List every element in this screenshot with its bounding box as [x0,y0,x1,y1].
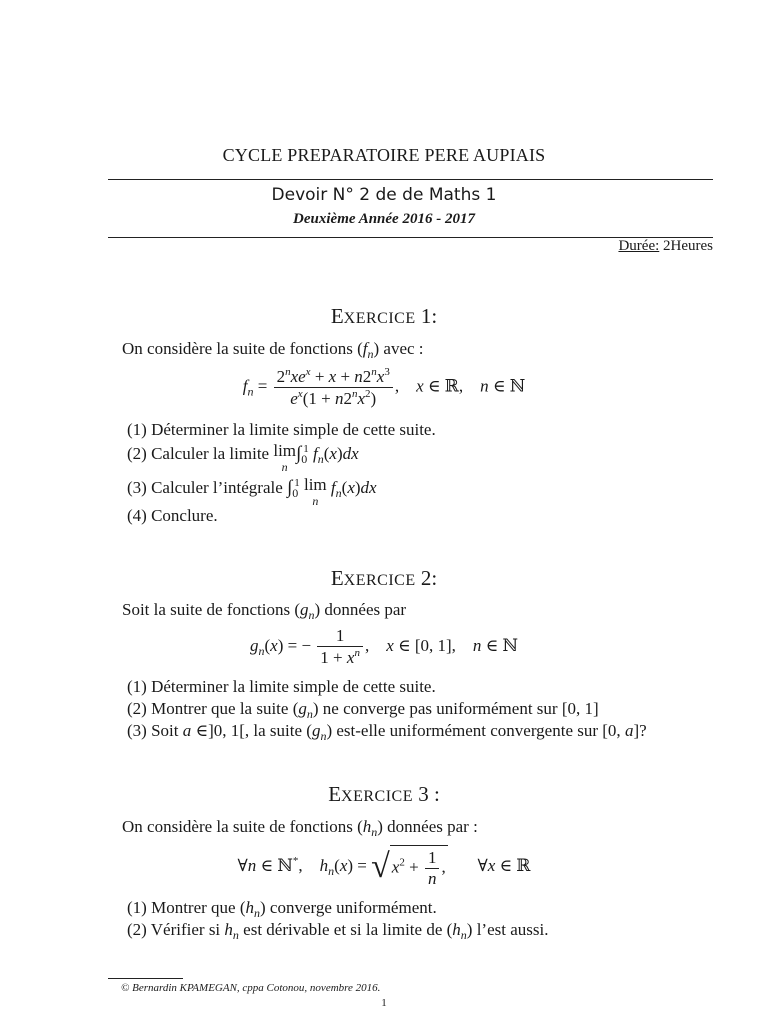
exercise-2-title: EXERCICE 2: [330,566,438,590]
exercise-2-formula: $g_n(x)$ = − $\frac{1}{1 + x^n}$ , x ∈ [0, 1], n ∈ ℕ [249,626,519,667]
exercise-3-intro: On considère la suite de fonctions $(h_n)$ données par : [122,817,478,839]
exercise-1-title: EXERCICE 1: [330,304,438,328]
footnote-rule [108,978,183,979]
exercise-2-intro: Soit la suite de fonctions $(g_n)$ données par [122,600,407,622]
duration [618,238,713,255]
exercise-2-item-1: (1) Déterminer la limite simple de cette suite. [127,677,436,696]
duration-label: Durée: [618,238,660,254]
page-number: 1 [381,997,387,1009]
exercise-3-formula: ∀n ∈ ℕ*, $h_n(x)$ = √ $x^2$ + $\frac{1}{n}$ , ∀x ∈ ℝ [0,845,768,889]
exercise-1-item-1: (1) Déterminer la limite simple de cette suite. [127,420,436,439]
exercise-1-intro: On considère la suite de fonctions $(f_n)$ avec : [122,339,424,361]
school-name: CYCLE PREPARATOIRE PERE AUPIAIS [222,145,546,165]
school-year: Deuxième Année 2016 - 2017 [293,211,475,227]
exercise-3-item-1: (1) Montrer que $(h_n)$ converge uniformément. [127,898,437,920]
exercise-1-formula: $f_n$ = $\frac{2^nxe^x + x + n2^nx^3}{e^x(1 + n2^nx^2)}$ , x ∈ ℝ, n ∈ ℕ [242,366,526,408]
exercise-1-item-4: (4) Conclure. [127,506,218,525]
exercise-1-item-2: (2) Calculer la limite lim n $\int_0^1$ $f_n(x)dx$ [127,441,359,474]
exercise-3-title: EXERCICE 3 : [328,782,440,806]
devoir-title: Devoir N° 2 de de Maths 1 [271,185,497,205]
exercise-2-item-2: (2) Montrer que la suite $(g_n)$ ne converge pas uniformément sur [0, 1] [127,699,599,721]
header-rule-top [108,179,713,180]
exercise-3-item-2: (2) Vérifier si $h_n$ est dérivable et si la limite de $(h_n)$ l’est aussi. [127,920,549,942]
exercise-1-item-3: (3) Calculer l’intégrale $\int_0^1$ lim n $f_n(x)dx$ [127,475,377,508]
exercise-2-item-3: (3) Soit a ∈]0, 1[, la suite $(g_n)$ est-elle uniformément convergente sur [0, a]? [127,721,647,743]
footnote: © Bernardin KPAMEGAN, cppa Cotonou, novembre 2016. [121,982,381,994]
duration-value: 2Heures [663,238,713,254]
